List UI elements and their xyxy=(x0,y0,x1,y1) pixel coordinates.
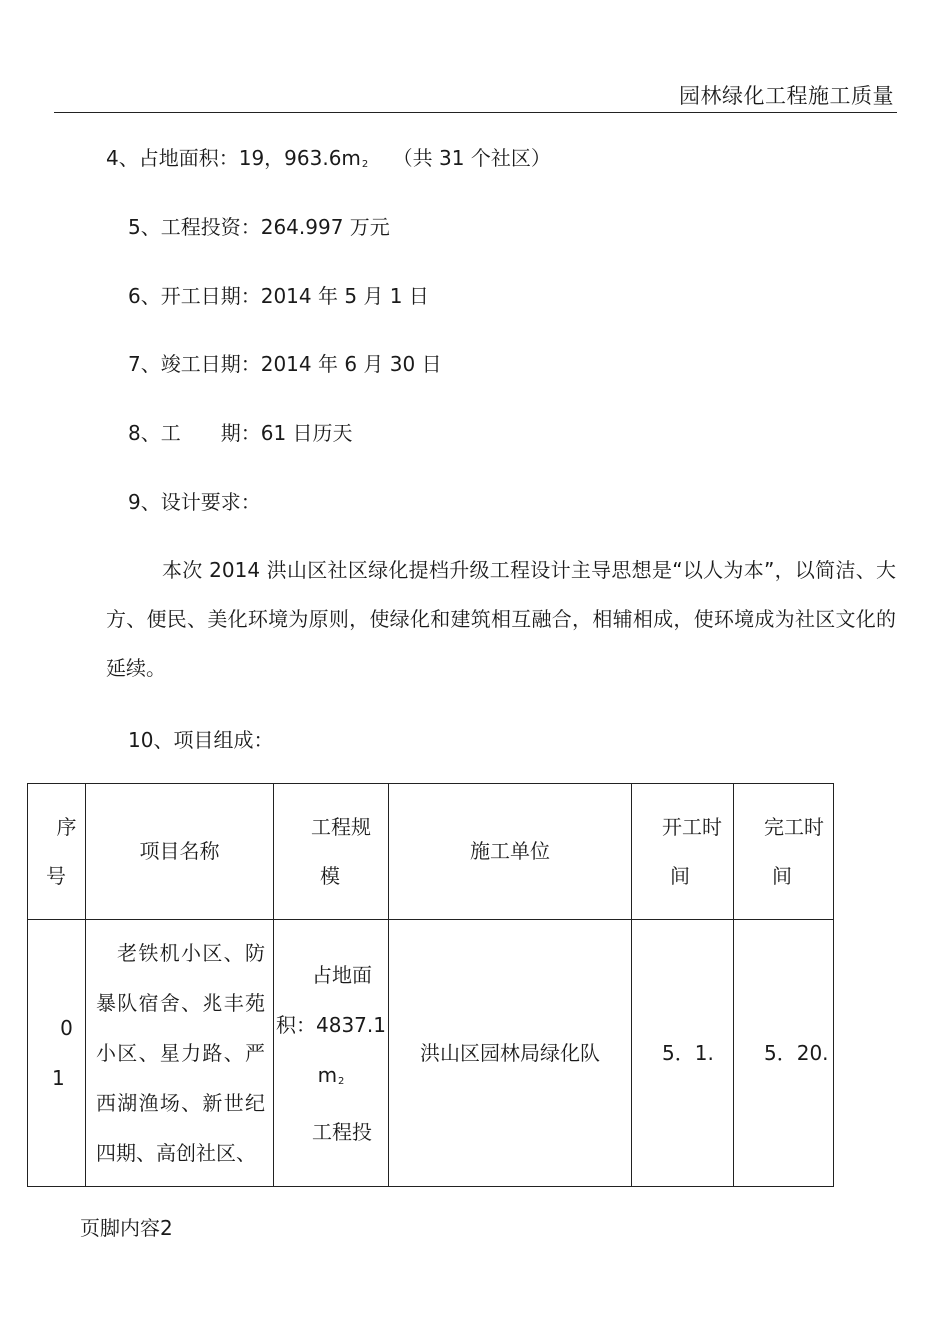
table-header-row xyxy=(28,784,834,920)
item-end-date: 7、竣工日期：2014 年 6 月 30 日 xyxy=(128,352,442,376)
header-end-line2: 间 xyxy=(772,863,792,888)
row-unit-text: 洪山区园林局绿化队 xyxy=(420,1040,600,1065)
item-area-note: （共 31 个社区） xyxy=(392,146,551,170)
header-scale xyxy=(274,784,389,920)
header-unit-text: 施工单位 xyxy=(470,839,550,863)
row-start-text: 5．1. xyxy=(662,1040,714,1065)
row-end-text: 5．20. xyxy=(764,1040,829,1065)
row-start xyxy=(632,920,734,1187)
header-title: 园林绿化工程施工质量 xyxy=(679,84,894,108)
row-scale-unit-sup: 2 xyxy=(338,1075,345,1087)
item-duration: 8、工 期：61 日历天 xyxy=(128,421,353,445)
row-scale-line2: 积：4837.1 xyxy=(276,1012,386,1037)
row-seq-line2: 1 xyxy=(52,1066,65,1090)
row-scale-line4: 工程投 xyxy=(312,1119,372,1144)
header-divider xyxy=(54,112,897,113)
header-seq-line1: 序 xyxy=(56,814,77,839)
row-scale-line3 xyxy=(274,1050,388,1107)
item-design-requirements: 9、设计要求： xyxy=(128,490,261,514)
item-composition: 10、项目组成： xyxy=(128,728,274,752)
row-seq xyxy=(28,920,86,1187)
header-name-text: 项目名称 xyxy=(139,839,220,863)
header-scale-line2: 模 xyxy=(320,863,340,888)
item-start-date: 6、开工日期：2014 年 5 月 1 日 xyxy=(128,284,429,308)
header-unit xyxy=(389,784,632,920)
row-name-text: 老铁机小区、防暴队宿舍、兆丰苑小区、星力路、严西湖渔场、新世纪四期、高创社区、 xyxy=(96,941,265,1165)
row-scale-line1: 占地面 xyxy=(312,962,372,987)
design-paragraph: 本次 2014 洪山区社区绿化提档升级工程设计主导思想是“以人为本”，以简洁、大方、便民、美化环境为原则，使绿化和建筑相互融合，相辅相成，使环境成为社区文化的延续。 xyxy=(106,558,896,680)
item-area xyxy=(106,142,551,171)
row-scale xyxy=(274,920,389,1187)
row-end xyxy=(734,920,834,1187)
row-unit xyxy=(389,920,632,1187)
header-name xyxy=(86,784,274,920)
header-start xyxy=(632,784,734,920)
table-row xyxy=(28,920,834,1187)
page-footer: 页脚内容2 xyxy=(80,1216,173,1240)
header-end-line1: 完工时 xyxy=(764,814,824,839)
item-investment: 5、工程投资：264.997 万元 xyxy=(128,215,390,239)
item-area-unit-sup: 2 xyxy=(361,159,369,170)
header-seq xyxy=(28,784,86,920)
header-seq-line2: 号 xyxy=(46,863,66,888)
header-scale-line1: 工程规 xyxy=(311,814,371,839)
header-start-line2: 间 xyxy=(670,863,690,888)
row-scale-unit: m xyxy=(317,1062,338,1087)
header-end xyxy=(734,784,834,920)
row-name xyxy=(86,920,274,1187)
item-area-text: 4、占地面积：19，963.6m xyxy=(106,146,361,170)
row-seq-line1: 0 xyxy=(60,1016,73,1040)
header-start-line1: 开工时 xyxy=(662,814,722,839)
project-table xyxy=(27,783,834,1187)
